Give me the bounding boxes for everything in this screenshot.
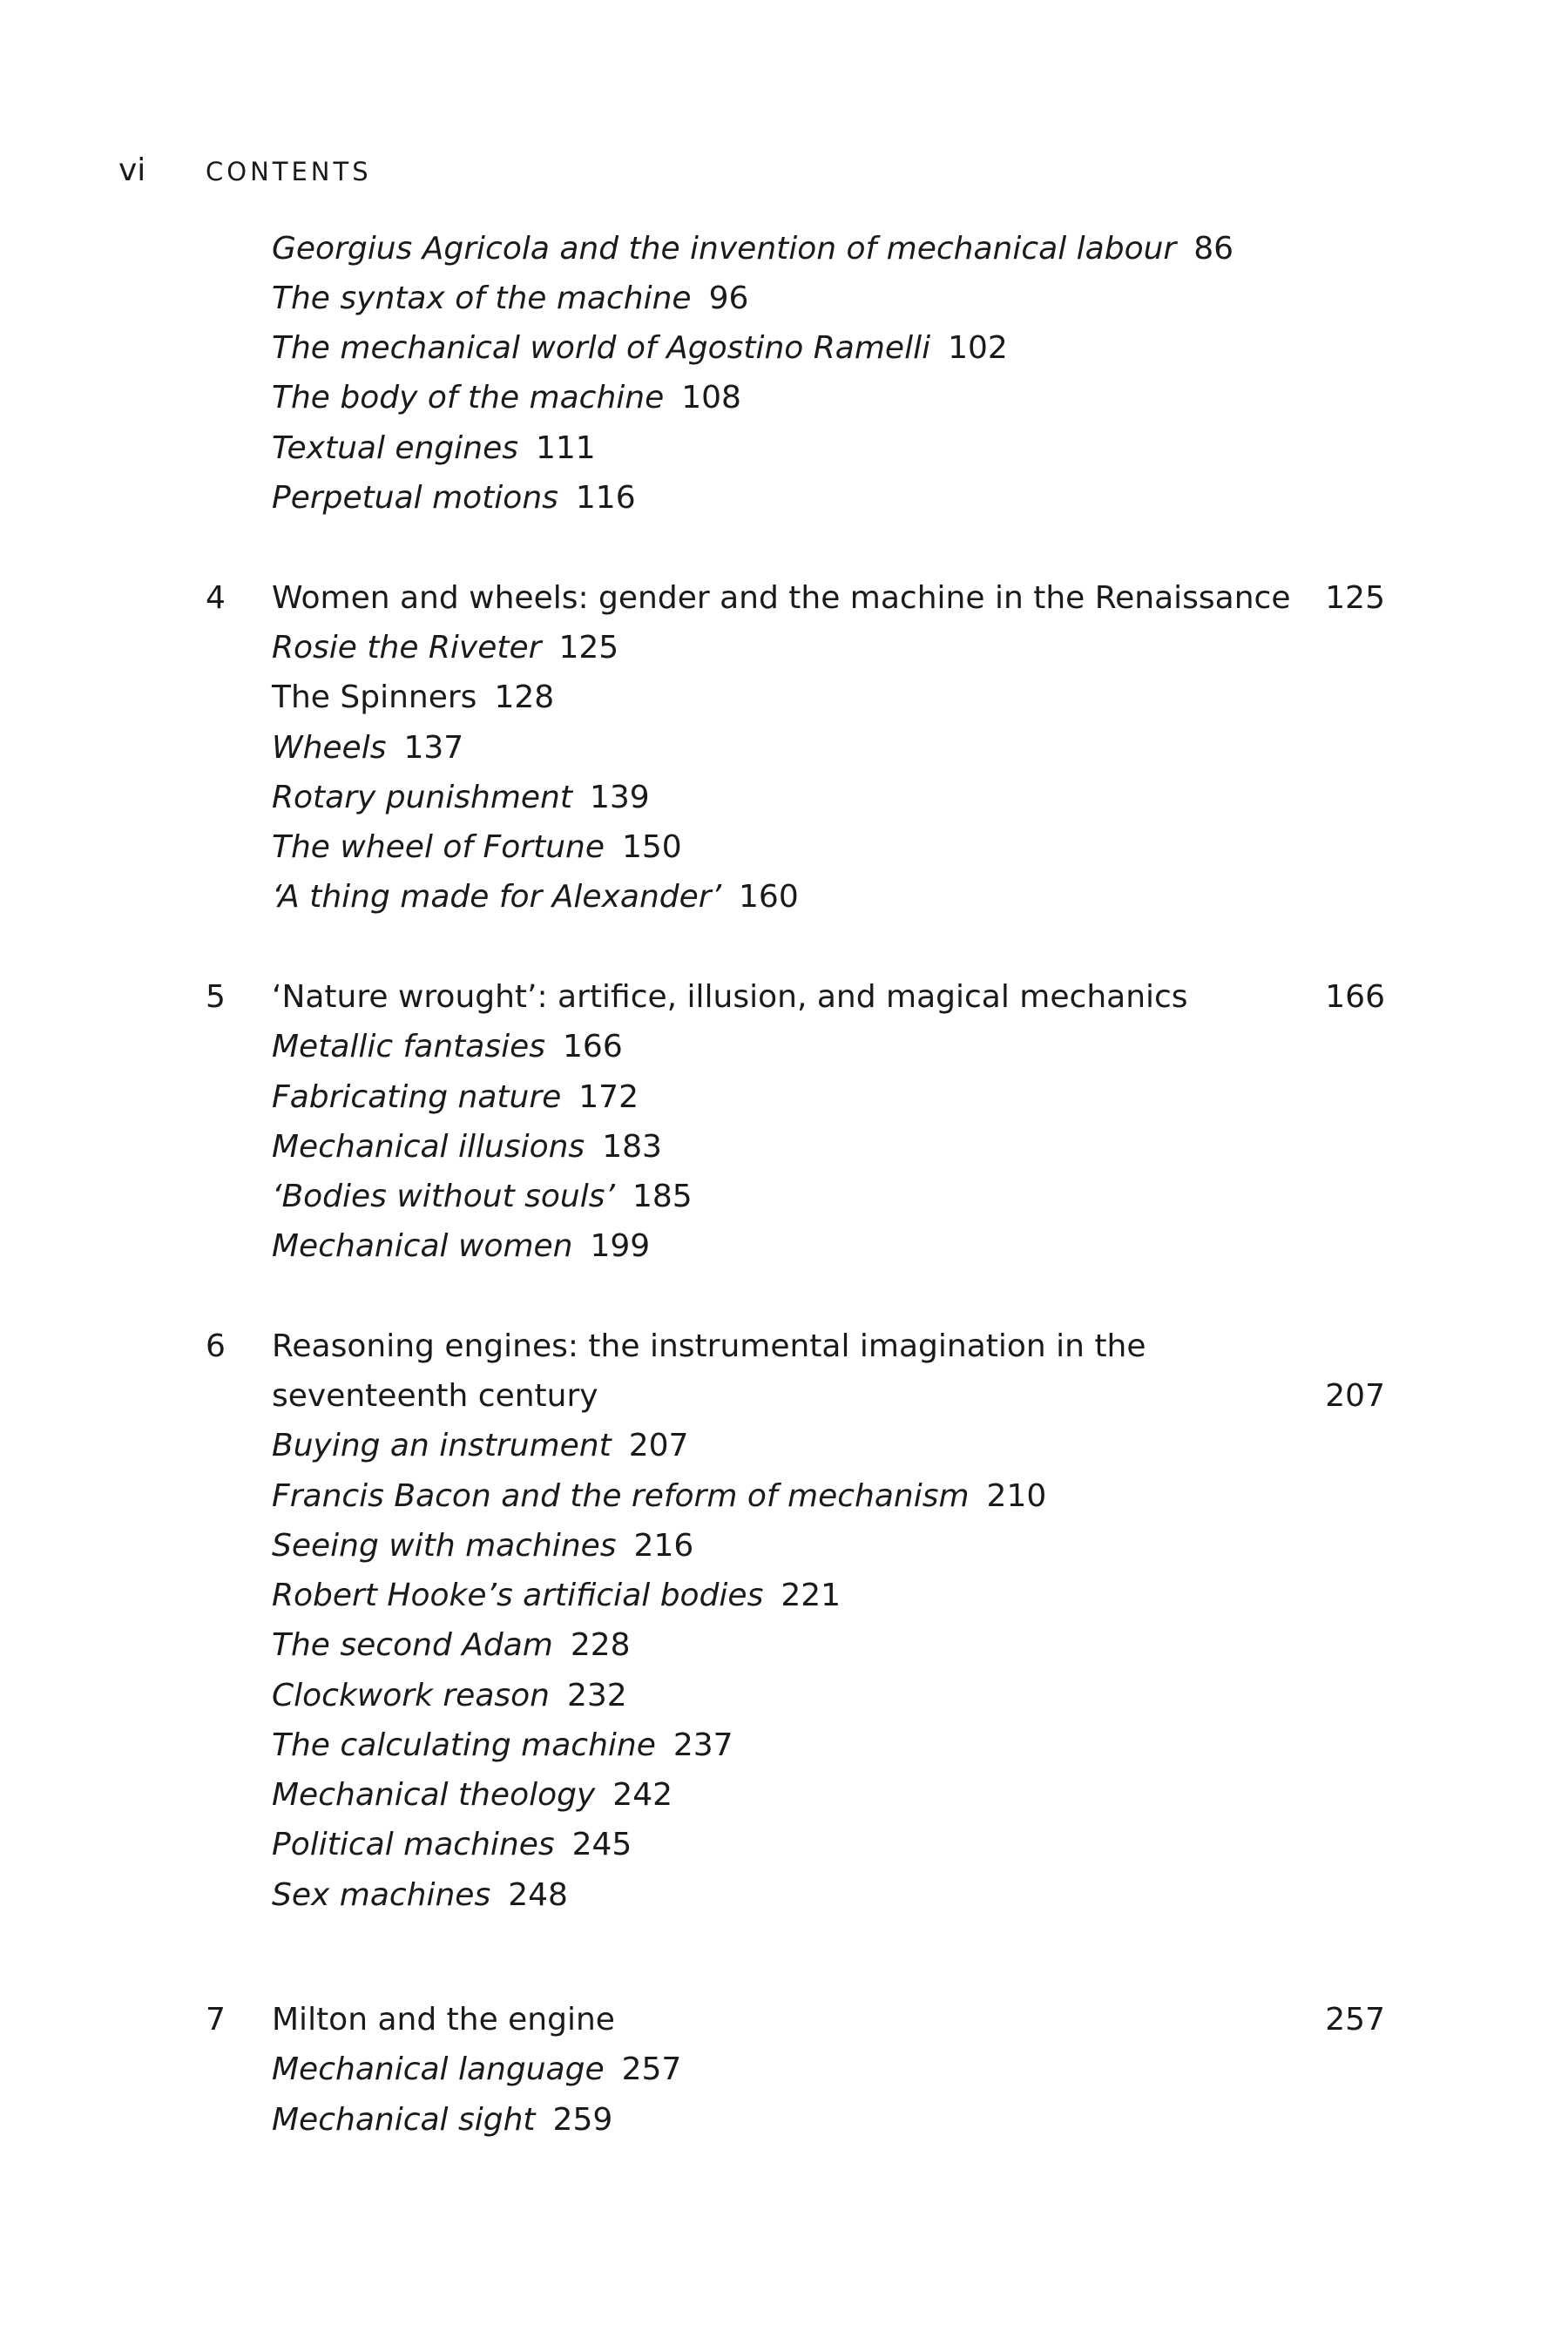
- section-page-number: 248: [508, 1877, 568, 1913]
- section-entry: [272, 1126, 662, 1168]
- section-entry: [272, 827, 682, 868]
- section-page-number: 228: [570, 1627, 631, 1663]
- section-page-number: 232: [566, 1678, 627, 1713]
- section-page-number: 128: [494, 679, 555, 715]
- section-page-number: 166: [563, 1029, 623, 1064]
- section-entry: [272, 2049, 681, 2091]
- section-title: Perpetual motions: [272, 480, 558, 516]
- section-entry: [272, 627, 618, 669]
- section-page-number: 207: [628, 1428, 689, 1463]
- section-page-number: 183: [602, 1129, 662, 1165]
- chapter-title: ‘Nature wrought’: artifice, illusion, and magical mechanics: [272, 979, 1188, 1015]
- section-page-number: 137: [403, 730, 464, 766]
- section-page-number: 237: [672, 1727, 733, 1763]
- chapter-number: 5: [206, 979, 226, 1015]
- section-page-number: 86: [1193, 231, 1234, 267]
- section-entry: [272, 1026, 623, 1068]
- running-head-title: CONTENTS: [206, 157, 372, 186]
- section-title: Fabricating nature: [272, 1079, 562, 1115]
- section-title: Rosie the Riveter: [272, 630, 542, 666]
- section-entry: [272, 1725, 733, 1767]
- page-folio: vi: [118, 152, 146, 188]
- section-entry: [272, 1875, 568, 1916]
- section-title: Political machines: [272, 1827, 555, 1862]
- chapter-number: 4: [206, 580, 226, 616]
- section-title: The mechanical world of Agostino Ramelli: [272, 330, 931, 366]
- chapter-page-number: 257: [1325, 2002, 1385, 2038]
- chapter-page-number: 125: [1325, 580, 1385, 616]
- section-page-number: 160: [739, 879, 799, 915]
- section-title: Mechanical theology: [272, 1777, 596, 1813]
- section-entry: [272, 328, 1008, 369]
- section-title: The second Adam: [272, 1627, 553, 1663]
- section-title: Sex machines: [272, 1877, 491, 1913]
- section-entry: [272, 1575, 841, 1617]
- section-entry: [272, 1675, 627, 1717]
- section-page-number: 150: [621, 829, 682, 865]
- section-entry: [272, 2099, 612, 2141]
- section-page-number: 221: [781, 1578, 841, 1613]
- section-page-number: 257: [621, 2051, 682, 2087]
- section-title: The Spinners: [272, 679, 477, 715]
- section-title: Metallic fantasies: [272, 1029, 546, 1064]
- section-title: Textual engines: [272, 430, 518, 466]
- section-entry: [272, 876, 799, 918]
- section-entry: [272, 1226, 650, 1267]
- section-page-number: 210: [986, 1478, 1047, 1514]
- section-page-number: 245: [571, 1827, 632, 1862]
- section-title: Wheels: [272, 730, 387, 766]
- section-entry: [272, 1176, 693, 1218]
- section-page-number: 199: [590, 1228, 651, 1264]
- chapter-number: 6: [206, 1328, 226, 1364]
- chapter-number: 7: [206, 2002, 226, 2038]
- section-title: Mechanical illusions: [272, 1129, 585, 1165]
- section-title: Buying an instrument: [272, 1428, 612, 1463]
- section-page-number: 102: [948, 330, 1008, 366]
- section-entry: [272, 1476, 1046, 1517]
- section-entry: [272, 1425, 688, 1467]
- section-title: Rotary punishment: [272, 780, 572, 815]
- section-page-number: 116: [575, 480, 636, 516]
- section-title: The syntax of the machine: [272, 280, 692, 316]
- section-entry: [272, 1625, 631, 1666]
- section-title: Robert Hooke’s artificial bodies: [272, 1578, 764, 1613]
- section-title: Mechanical sight: [272, 2102, 536, 2138]
- section-page-number: 125: [558, 630, 619, 666]
- chapter-page-number: 166: [1325, 979, 1385, 1015]
- section-title: Clockwork reason: [272, 1678, 550, 1713]
- section-title: Seeing with machines: [272, 1528, 617, 1564]
- section-entry: [272, 477, 636, 519]
- section-entry: [272, 677, 554, 719]
- section-entry: [272, 228, 1233, 270]
- section-title: Georgius Agricola and the invention of mechanical labour: [272, 231, 1177, 267]
- section-entry: [272, 727, 463, 769]
- section-entry: [272, 377, 741, 419]
- section-page-number: 96: [708, 280, 749, 316]
- section-entry: [272, 777, 650, 819]
- section-entry: [272, 1774, 672, 1816]
- section-entry: [272, 1077, 639, 1119]
- chapter-title: Women and wheels: gender and the machine in the Renaissance: [272, 580, 1291, 616]
- section-entry: [272, 278, 748, 320]
- section-title: The body of the machine: [272, 380, 665, 416]
- section-page-number: 139: [589, 780, 650, 815]
- section-entry: [272, 1525, 693, 1567]
- section-title: The calculating machine: [272, 1727, 656, 1763]
- chapter-title-continued: seventeenth century: [272, 1378, 598, 1414]
- section-title: Mechanical language: [272, 2051, 605, 2087]
- section-page-number: 216: [633, 1528, 694, 1564]
- section-title: Mechanical women: [272, 1228, 573, 1264]
- section-page-number: 242: [612, 1777, 673, 1813]
- section-page-number: 108: [681, 380, 741, 416]
- section-page-number: 259: [552, 2102, 613, 2138]
- section-title: ‘Bodies without souls’: [272, 1179, 615, 1214]
- section-title: Francis Bacon and the reform of mechanism: [272, 1478, 970, 1514]
- section-page-number: 185: [632, 1179, 693, 1214]
- section-page-number: 172: [578, 1079, 639, 1115]
- chapter-title: Milton and the engine: [272, 2002, 615, 2038]
- section-entry: [272, 1824, 632, 1866]
- section-entry: [272, 428, 596, 470]
- section-page-number: 111: [535, 430, 596, 466]
- chapter-title: Reasoning engines: the instrumental imagination in the: [272, 1328, 1146, 1364]
- section-title: ‘A thing made for Alexander’: [272, 879, 722, 915]
- chapter-page-number: 207: [1325, 1378, 1385, 1414]
- section-title: The wheel of Fortune: [272, 829, 605, 865]
